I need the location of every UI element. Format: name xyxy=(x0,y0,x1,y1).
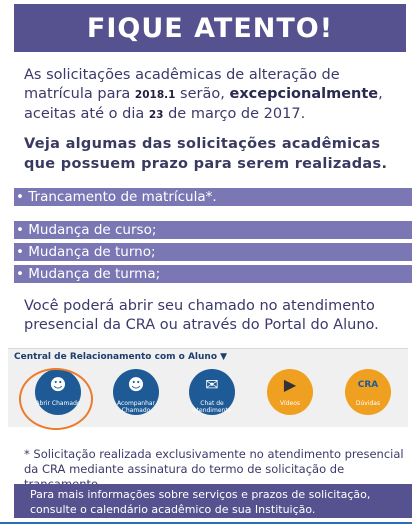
videos-button[interactable] xyxy=(260,369,320,419)
cra-badge-text: CRA xyxy=(357,380,379,390)
faq-button[interactable] xyxy=(338,369,398,419)
track-ticket-button[interactable] xyxy=(106,369,166,419)
highlight-circle xyxy=(19,368,93,430)
intro-text-2: serão, xyxy=(175,86,230,102)
divider xyxy=(0,522,412,524)
clapper-glyph: ▶ xyxy=(283,375,297,394)
portal-title[interactable]: Central de Relacionamento com o Aluno ▼ xyxy=(14,352,228,362)
intro-emphasis: excepcionalmente xyxy=(229,86,379,102)
instructions: Você poderá abrir seu chamado no atendimento presencial da CRA ou através do Portal do Aluno. xyxy=(24,298,379,333)
cra-badge-icon xyxy=(345,369,391,415)
user-glyph: ☻ xyxy=(127,375,145,394)
icon-label: Abrir Chamado xyxy=(35,400,81,407)
footer-info: Para mais informações sobre serviços e prazos de solicitação, consulte o calendário acadêmico de sua Instituição. xyxy=(14,484,412,518)
list-item: • Mudança de turma; xyxy=(14,265,412,283)
intro-paragraph xyxy=(24,66,412,125)
list-item: • Mudança de curso; xyxy=(14,221,412,239)
chat-button[interactable] xyxy=(182,369,242,419)
chat-glyph: ✉ xyxy=(205,375,219,394)
footnote: * Solicitação realizada exclusivamente no atendimento presencial da CRA mediante assinatura do termo de solicitação de xyxy=(24,447,404,476)
icon-label: Vídeos xyxy=(279,400,301,407)
intro-text-4: de março de 2017. xyxy=(163,106,306,122)
icon-label: Acompanhar Chamado xyxy=(116,400,156,414)
list-item: • Mudança de turno; xyxy=(14,243,412,261)
user-glyph: ☻ xyxy=(49,375,67,394)
intro-text-1: As solicitações acadêmicas de alteração de matrícula para xyxy=(24,67,340,102)
list-item: • Trancamento de matrícula*. xyxy=(14,188,412,206)
intro-text-3: , aceitas até o dia xyxy=(24,86,383,122)
page-title: FIQUE ATENTO! xyxy=(14,4,406,52)
deadline-day: 23 xyxy=(148,109,164,121)
icon-label: Dúvidas xyxy=(355,400,381,407)
icon-label: Chat de Atendimento xyxy=(192,400,232,414)
subtitle: Veja algumas das solicitações acadêmicas que possuem prazo para serem realizadas. xyxy=(24,136,388,172)
period-value: 2018.1 xyxy=(134,89,176,101)
